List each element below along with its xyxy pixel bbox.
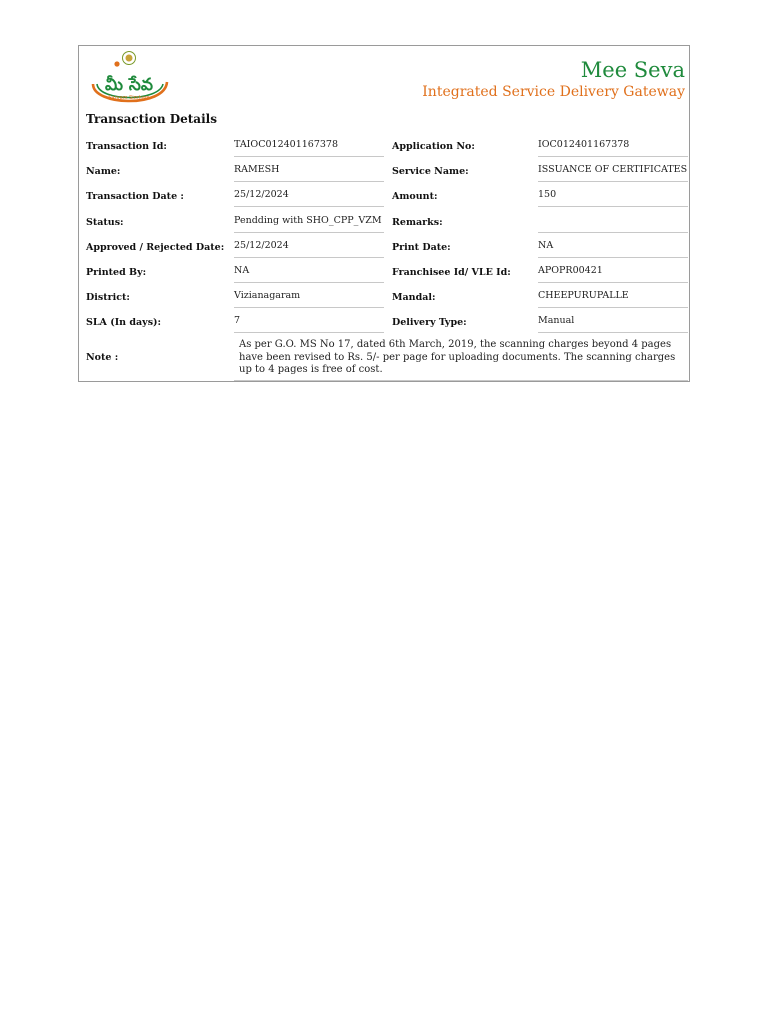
table-row [79,210,691,235]
field-value: Manual [538,310,688,333]
field-label: Print Date: [392,241,451,253]
field-label: Name: [86,166,121,178]
mee-seva-logo-icon [87,50,169,108]
field-label: Approved / Rejected Date: [86,241,225,253]
field-value: ISSUANCE OF CERTIFICATES [538,159,688,182]
transaction-receipt [78,45,690,382]
field-value: TAIOC012401167378 [234,134,384,157]
field-label: Amount: [392,191,438,203]
field-label: Transaction Date : [86,191,184,203]
field-value: IOC012401167378 [538,134,688,157]
field-label: Printed By: [86,267,147,278]
field-label: Application No: [392,141,475,152]
field-value: NA [538,235,688,258]
field-value [538,210,688,233]
field-value: Pendding with SHO_CPP_VZM [234,210,384,233]
field-value: 25/12/2024 [234,184,384,207]
field-label: Franchisee Id/ VLE Id: [392,267,511,278]
logo-tagline: Sarvam Simham [108,95,150,101]
brand-title: Mee Seva [580,58,685,82]
note-row [79,335,691,381]
table-row [79,184,691,209]
brand-header [422,58,685,101]
brand-subtitle: Integrated Service Delivery Gateway [422,84,685,100]
field-label: SLA (In days): [86,317,162,329]
field-value: Vizianagaram [234,285,384,308]
field-value: 150 [538,184,688,207]
field-label: Status: [86,216,124,228]
table-row [79,260,691,285]
logo-text: మీ సేవ [105,75,153,95]
note-label: Note : [86,352,119,363]
field-value: 7 [234,310,384,333]
field-value: 25/12/2024 [234,235,384,258]
table-row [79,159,691,184]
field-label: Remarks: [392,216,443,228]
field-value: CHEEPURUPALLE [538,285,688,308]
field-label: Service Name: [392,166,469,178]
field-label: District: [86,292,130,304]
field-label: Mandal: [392,292,436,304]
table-row [79,285,691,310]
table-row [79,134,691,159]
section-title: Transaction Details [86,112,217,126]
field-label: Delivery Type: [392,317,467,329]
field-value: APOPR00421 [538,260,688,283]
table-row [79,310,691,335]
field-value: RAMESH [234,159,384,182]
field-label: Transaction Id: [86,141,167,152]
field-value: NA [234,260,384,283]
table-row [79,235,691,260]
note-text: As per G.O. MS No 17, dated 6th March, 2019, the scanning charges beyond 4 pages have been revised to Rs. 5/- per page for uploading documents. The scanning charges up to 4 pages is free of cost. [234,339,688,381]
